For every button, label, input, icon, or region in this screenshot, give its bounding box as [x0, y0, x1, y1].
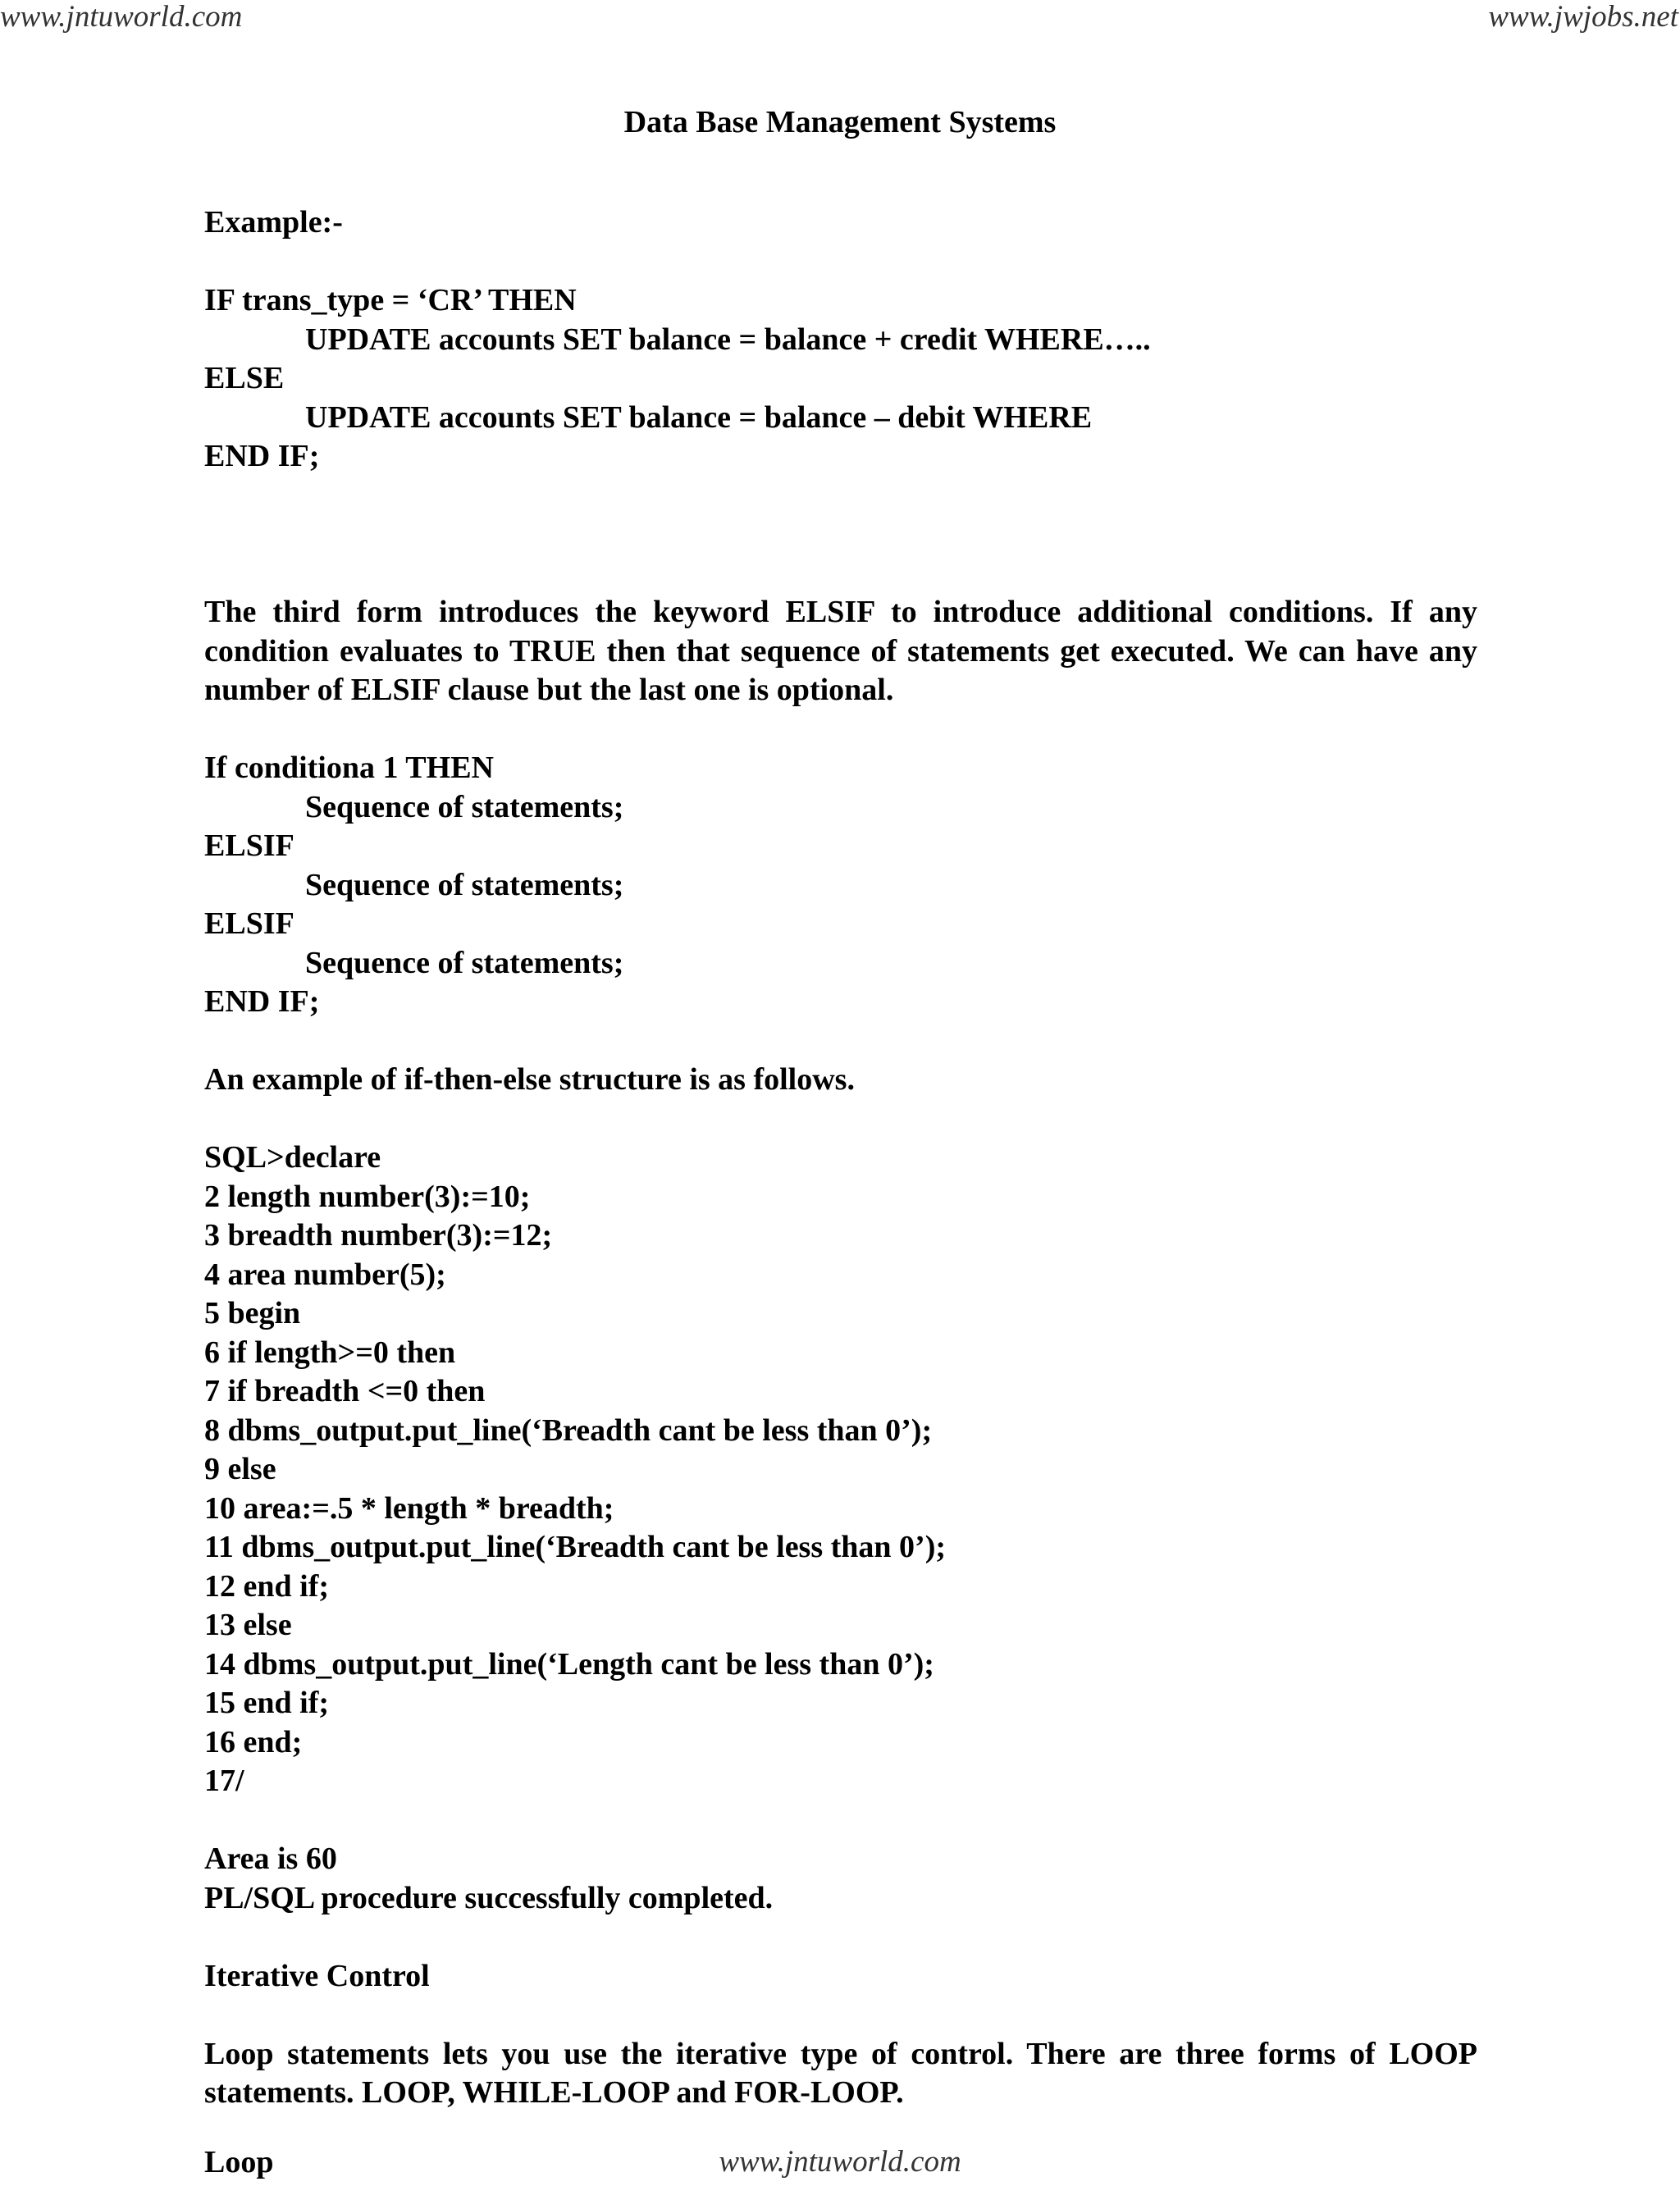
loop-paragraph: Loop statements lets you use the iterative type of control. There are three forms of LOOP statements. LOOP, WHILE-LOOP and FOR-LOOP. [204, 2036, 1477, 2110]
code-line: IF trans_type = ‘CR’ THEN [204, 283, 577, 317]
sql-line: 13 else [204, 1608, 292, 1642]
output-line: Area is 60 [204, 1841, 337, 1876]
sql-line: 7 if breadth <=0 then [204, 1374, 486, 1408]
sql-line: 2 length number(3):=10; [204, 1179, 531, 1214]
code-line: Sequence of statements; [305, 945, 624, 980]
sql-line: 17/ [204, 1764, 244, 1798]
document-body [204, 203, 1477, 2113]
sql-line: 6 if length>=0 then [204, 1335, 456, 1370]
sql-listing [204, 1139, 1477, 1801]
elsif-paragraph: The third form introduces the keyword ELSIF to introduce additional conditions. If any condition evaluates to TRUE then that sequence of statements get executed. We can have any number of ELSIF clause but the last one is optional. [204, 595, 1477, 707]
code-line: Sequence of statements; [305, 789, 624, 824]
header-right-url: www.jwjobs.net [1488, 0, 1678, 34]
sql-line: 15 end if; [204, 1686, 329, 1720]
page-title: Data Base Management Systems [623, 105, 1057, 139]
loop-heading: Loop [204, 2145, 274, 2179]
sql-line: 3 breadth number(3):=12; [204, 1218, 553, 1253]
footer-url: www.jntuworld.com [719, 2145, 961, 2179]
sql-line: 10 area:=.5 * length * breadth; [204, 1490, 614, 1526]
example-intro: An example of if-then-else structure is as follows. [204, 1062, 855, 1097]
code-line: END IF; [204, 439, 320, 473]
sql-line: 14 dbms_output.put_line(‘Length cant be less than 0’); [204, 1646, 934, 1682]
sql-line: 11 dbms_output.put_line(‘Breadth cant be less than 0’); [204, 1530, 947, 1564]
output-line: PL/SQL procedure successfully completed. [204, 1880, 774, 1915]
code-line: ELSIF [204, 906, 294, 941]
iterative-control-heading: Iterative Control [204, 1958, 430, 1993]
sql-output [204, 1840, 1477, 1918]
example-label: Example:- [204, 205, 343, 240]
header-left-url: www.jntuworld.com [0, 0, 243, 34]
elsif-code-block [204, 749, 1477, 1022]
code-line: ELSE [204, 361, 285, 395]
example-code-block [204, 281, 1477, 477]
sql-line: 8 dbms_output.put_line(‘Breadth cant be less than 0’); [204, 1412, 933, 1448]
code-line: UPDATE accounts SET balance = balance + credit WHERE….. [305, 322, 1151, 357]
code-line: ELSIF [204, 828, 294, 863]
sql-line: 9 else [204, 1452, 276, 1486]
sql-line: SQL>declare [204, 1140, 381, 1175]
code-line: Sequence of statements; [305, 867, 624, 902]
sql-line: 16 end; [204, 1724, 303, 1759]
code-line: END IF; [204, 984, 320, 1019]
code-line: UPDATE accounts SET balance = balance – debit WHERE [305, 399, 1093, 435]
sql-line: 5 begin [204, 1296, 301, 1330]
sql-line: 4 area number(5); [204, 1257, 446, 1292]
sql-line: 12 end if; [204, 1568, 329, 1604]
code-line: If conditiona 1 THEN [204, 751, 494, 785]
